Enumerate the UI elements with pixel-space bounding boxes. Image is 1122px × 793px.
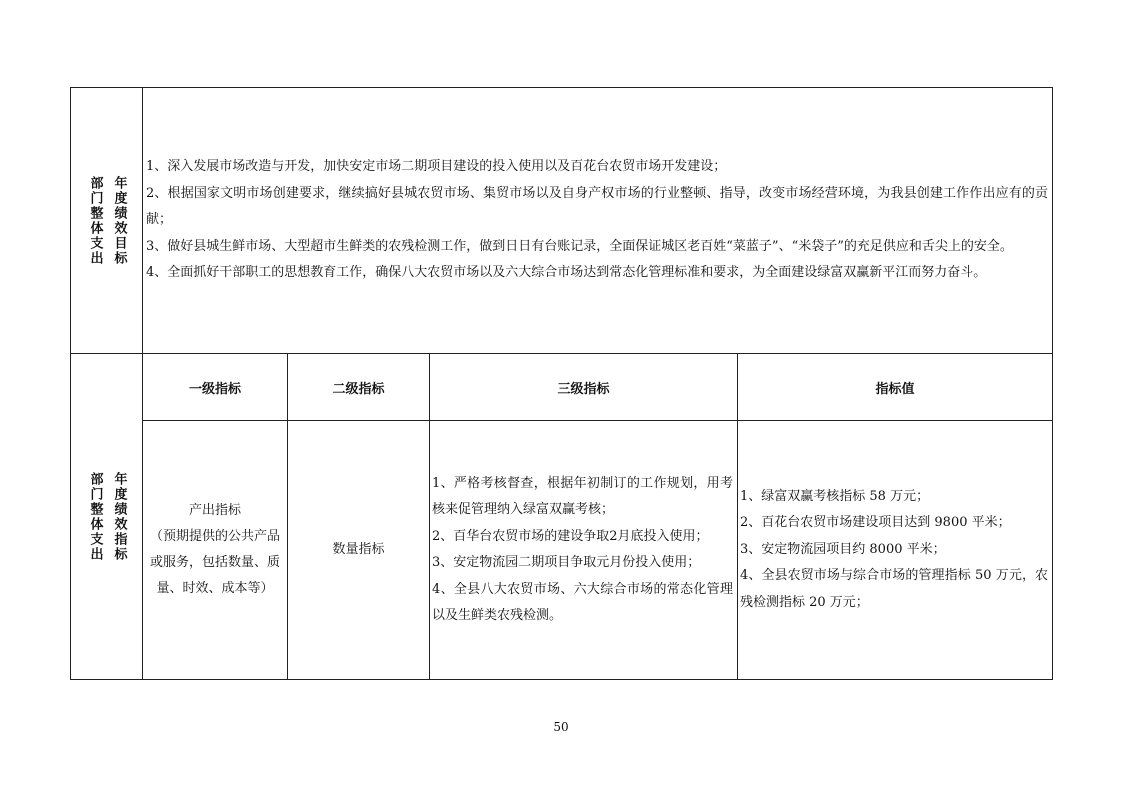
goal-item: 1、深入发展市场改造与开发，加快安定市场二期项目建设的投入使用以及百花台农贸市场开发建设； [146, 159, 727, 175]
goal-item: 3、做好县城生鲜市场、大型超市生鲜类的农残检测工作，做到日日有台账记录，全面保证城区老百姓“菜蓝子”、“米袋子”的充足供应和舌尖上的安全。 [146, 238, 1013, 254]
header-value: 指标值 [738, 354, 1053, 421]
goals-side-label [71, 88, 143, 354]
level1-note: （预期提供的公共产品或服务，包括数量、质量、时效、成本等） [149, 529, 280, 596]
level3-item: 1、严格考核督查，根据年初制订的工作规划，用考核来促管理纳入绿富双赢考核； [432, 475, 733, 517]
goals-content [143, 88, 1053, 354]
side-label-department-expenditure: 部门整体支出 [87, 175, 103, 266]
goal-item: 4、全面抓好干部职工的思想教育工作，确保八大农贸市场以及六大综合市场达到常态化管理标准和要求，为全面建设绿富双赢新平江而努力奋斗。 [146, 265, 987, 281]
page-number: 50 [553, 720, 569, 734]
level3-item: 2、百华台农贸市场的建设争取2月底投入使用； [432, 528, 709, 544]
value-item: 4、全县农贸市场与综合市场的管理指标 50 万元，农残检测指标 20 万元； [740, 568, 1049, 610]
header-level3: 三级指标 [430, 354, 738, 421]
value-item: 2、百花台农贸市场建设项目达到 9800 平米； [740, 515, 1011, 531]
value-item: 1、绿富双赢考核指标 58 万元； [740, 488, 930, 504]
value-cell [738, 421, 1053, 680]
side-label-department-expenditure: 部门整体支出 [87, 471, 103, 562]
indicator-row [71, 421, 1053, 680]
goals-row [71, 88, 1053, 354]
level3-item: 3、安定物流园二期项目争取元月份投入使用； [432, 555, 701, 570]
side-label-annual-goals: 年度绩效目标 [111, 175, 127, 266]
level2-cell: 数量指标 [288, 421, 430, 680]
level1-title: 产出指标 [188, 503, 241, 518]
side-label-annual-indicators: 年度绩效指标 [111, 471, 127, 562]
goal-item: 2、根据国家文明市场创建要求，继续搞好县城农贸市场、集贸市场以及自身产权市场的行业整顿、指导，改变市场经营环境，为我县创建工作作出应有的贡献； [146, 185, 1049, 228]
performance-table [70, 87, 1053, 680]
indicators-side-label [71, 354, 143, 680]
value-item: 3、安定物流园项目约 8000 平米； [740, 541, 946, 557]
header-level2: 二级指标 [288, 354, 430, 421]
level3-cell [430, 421, 738, 680]
indicator-header-row [71, 354, 1053, 421]
level3-item: 4、全县八大农贸市场、六大综合市场的常态化管理以及生鲜类农残检测。 [432, 581, 733, 623]
header-level1: 一级指标 [143, 354, 288, 421]
level1-cell [143, 421, 288, 680]
